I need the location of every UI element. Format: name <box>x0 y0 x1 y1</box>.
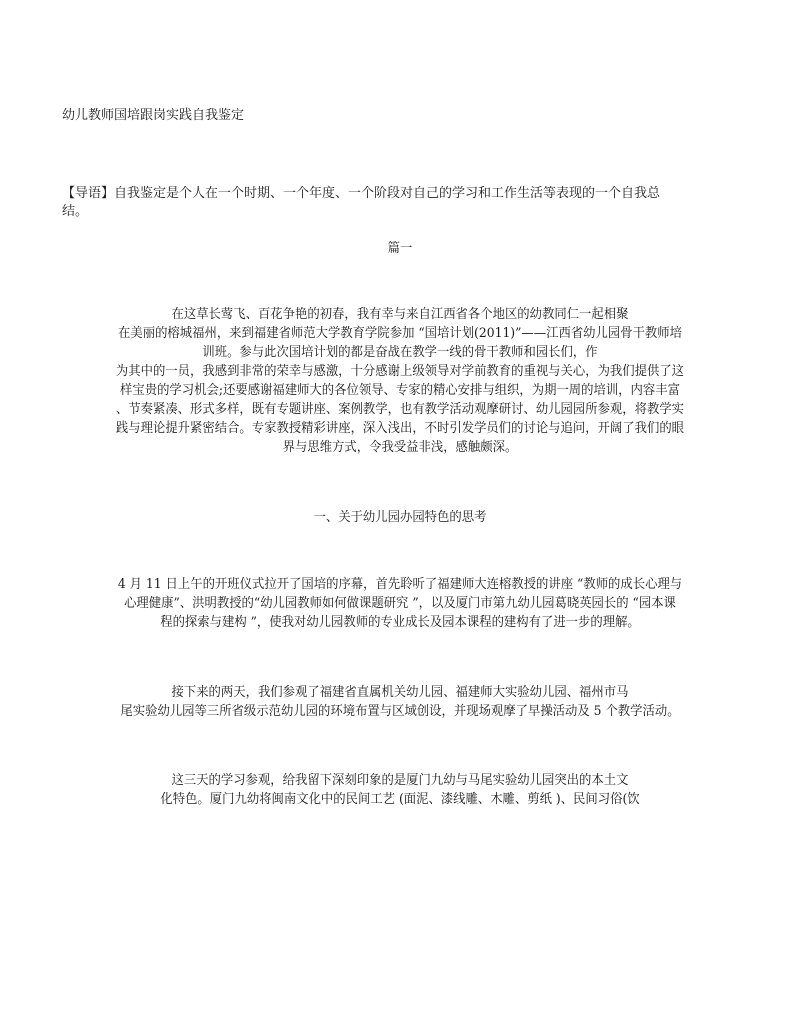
paragraph4-line-1: 这三天的学习参观，给我留下深刻印象的是厦门九幼与马尾实验幼儿园突出的本土文 <box>171 773 629 788</box>
intro-line-2: 结。 <box>62 204 89 219</box>
section1-heading: 一、关于幼儿园办园特色的思考 <box>313 510 487 525</box>
paragraph1-line-1: 在这草长莺飞、百花争艳的初春，我有幸与来自江西省各个地区的幼教同仁一起相聚 <box>171 307 629 322</box>
paragraph1-line-6: 、节奏紧凑、形式多样，既有专题讲座、案例教学，也有教学活动观摩研讨、幼儿园园所参观，将教学实 <box>115 402 685 417</box>
paragraph1-line-5: 样宝贵的学习机会;还要感谢福建师大的各位领导、专家的精心安排与组织，为期一周的培训，内容丰富 <box>120 383 680 398</box>
paragraph1-line-7: 践与理论提升紧密结合。专家教授精彩讲座，深入浅出，不时引发学员们的讨论与追问，开阔了我们的眼 <box>115 421 685 436</box>
paragraph1-line-8: 界与思维方式，令我受益非浅，感触颇深。 <box>282 440 518 455</box>
paragraph2-line-2: 心理健康”、洪明教授的“幼儿园教师如何做课题研究 ”，以及厦门市第九幼儿园葛晓英园长的 “园本课 <box>124 596 676 611</box>
intro-line-1: 【导语】自我鉴定是个人在一个时期、一个年度、一个阶段对自己的学习和工作生活等表现的一个自我总 <box>62 186 661 201</box>
paragraph4-line-2: 化特色。厦门九幼将闽南文化中的民间工艺 (面泥、漆线雕、木雕、剪纸 )、民间习俗(饮 <box>160 792 640 807</box>
paragraph1-line-3: 训班。参与此次国培计划的都是奋战在教学一线的骨干教师和园长们，作 <box>202 345 598 360</box>
paragraph3-line-2: 尾实验幼儿园等三所省级示范幼儿园的环境布置与区域创设，并现场观摩了早操活动及 5 个教学活动。 <box>120 704 680 719</box>
paragraph1-line-4: 为其中的一员，我感到非常的荣幸与感激，十分感谢上级领导对学前教育的重视与关心，为我们提供了这 <box>115 364 685 379</box>
part-heading: 篇一 <box>387 241 413 256</box>
paragraph1-line-2: 在美丽的榕城福州，来到福建省师范大学教育学院参加 “国培计划(2011)”——江西省幼儿园骨干教师培 <box>118 326 682 341</box>
paragraph3-line-1: 接下来的两天，我们参观了福建省直属机关幼儿园、福建师大实验幼儿园、福州市马 <box>171 685 629 700</box>
document-title: 幼儿教师国培跟岗实践自我鉴定 <box>62 108 245 123</box>
paragraph2-line-1: 4 月 11 日上午的开班仪式拉开了国培的序幕，首先聆听了福建师大连榕教授的讲座 “教师的成长心理与 <box>117 577 683 592</box>
paragraph2-line-3: 程的探索与建构 ”，使我对幼儿园教师的专业成长及园本课程的建构有了进一步的理解。 <box>160 615 640 630</box>
